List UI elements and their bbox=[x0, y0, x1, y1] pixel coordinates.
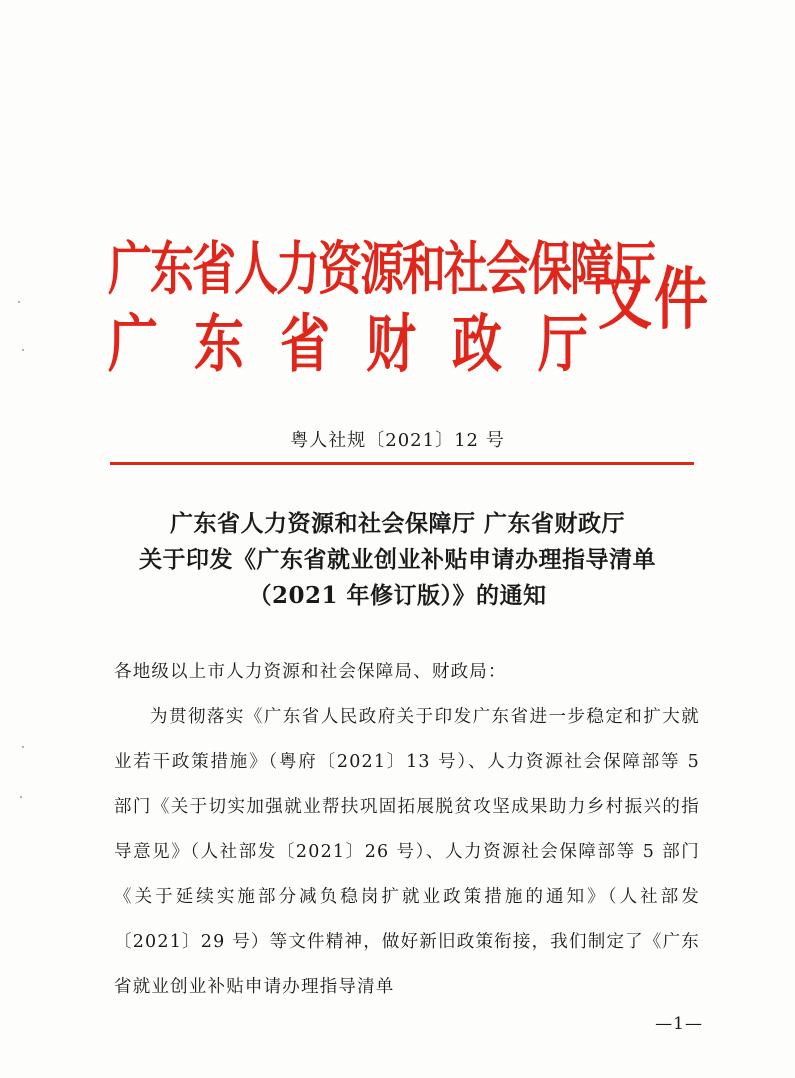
scan-speck bbox=[22, 349, 24, 351]
body-paragraph: 为贯彻落实《广东省人民政府关于印发广东省进一步稳定和扩大就业若干政策措施》（粤府〔2021〕13 号）、人力资源社会保障部等 5 部门《关于切实加强就业帮扶巩固拓展脱贫攻坚成果助力乡村振兴的指导意见》（人社部发〔2021〕26 号）、人力资源社会保障部等 5 部门《关于延续实施部分减负稳岗扩就业政策措施的通知》（人社部发〔2021〕29 号）等文件精神，做好新旧政策衔接，我们制定了《广东省就业创业补贴申请办理指导清单 bbox=[114, 707, 700, 997]
notice-title bbox=[0, 506, 795, 614]
title-line-1: 广东省人力资源和社会保障厅 广东省财政厅 bbox=[169, 510, 625, 537]
scan-speck bbox=[22, 746, 24, 748]
scan-speck bbox=[20, 796, 22, 798]
red-divider-rule bbox=[110, 462, 694, 465]
issuer-line-finance: 广东省财政厅 bbox=[108, 306, 624, 381]
title-line-2: 关于印发《广东省就业创业补贴申请办理指导清单 bbox=[139, 546, 656, 573]
document-number: 粤人社规〔2021〕12 号 bbox=[290, 430, 505, 451]
notice-body bbox=[114, 650, 700, 1010]
title-line-3: （2021 年修订版）》的通知 bbox=[248, 582, 547, 609]
page-number: —1— bbox=[655, 1014, 703, 1034]
scan-speck bbox=[18, 301, 20, 303]
document-word: 文件 bbox=[598, 258, 710, 339]
document-header bbox=[108, 208, 710, 381]
salutation: 各地级以上市人力资源和社会保障局、财政局： bbox=[114, 662, 507, 682]
issuer-line-hrss: 广东省人力资源和社会保障厅 bbox=[108, 236, 654, 303]
